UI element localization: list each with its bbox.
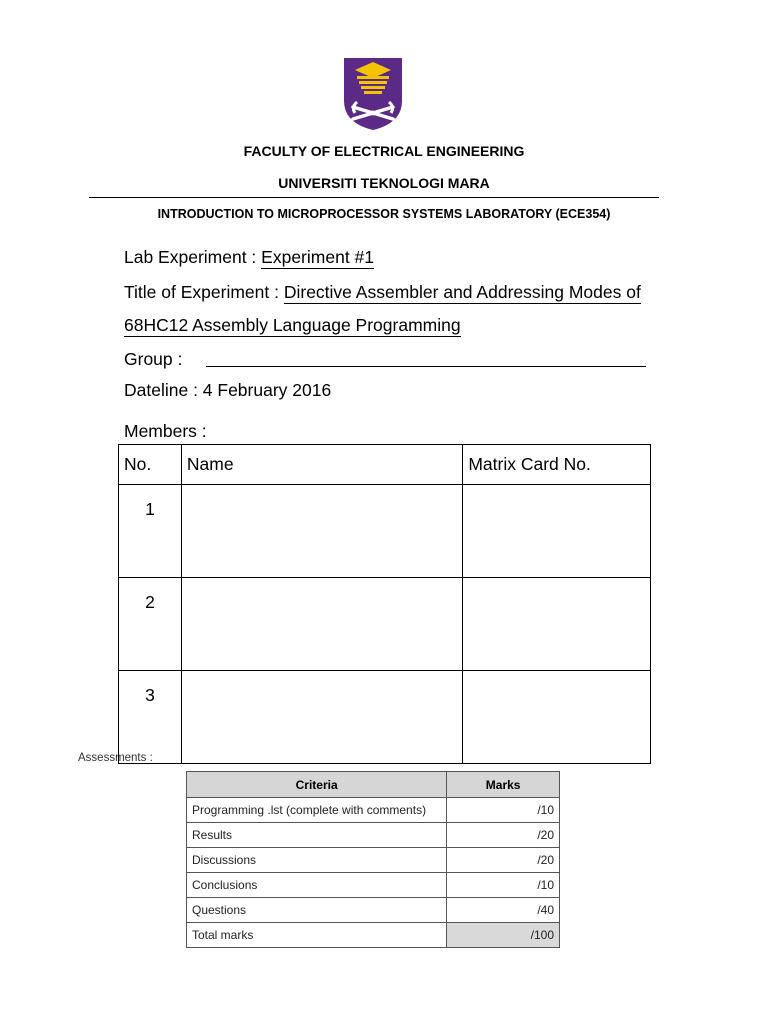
marks-cell: /10 bbox=[447, 798, 560, 823]
marks-cell: /20 bbox=[447, 848, 560, 873]
experiment-line bbox=[124, 247, 374, 268]
marks-cell: /10 bbox=[447, 873, 560, 898]
header-no: No. bbox=[119, 445, 182, 485]
criteria-cell: Programming .lst (complete with comments) bbox=[187, 798, 447, 823]
member-matrix-cell[interactable] bbox=[463, 671, 651, 764]
experiment-label: Lab Experiment : bbox=[124, 247, 257, 267]
members-table bbox=[118, 444, 651, 764]
criteria-cell: Questions bbox=[187, 898, 447, 923]
title-value-line2: 68HC12 Assembly Language Programming bbox=[124, 315, 461, 335]
experiment-value: Experiment #1 bbox=[261, 247, 375, 267]
assessments-table bbox=[186, 771, 560, 948]
title-line bbox=[124, 282, 641, 303]
header-marks: Marks bbox=[447, 772, 560, 798]
title-value-line1: Directive Assembler and Addressing Modes of bbox=[283, 282, 641, 302]
assessments-header-row bbox=[187, 772, 560, 798]
title-label: Title of Experiment : bbox=[124, 282, 279, 302]
header-matrix: Matrix Card No. bbox=[463, 445, 651, 485]
members-label: Members : bbox=[124, 421, 207, 441]
marks-cell: /20 bbox=[447, 823, 560, 848]
member-name-cell[interactable] bbox=[181, 485, 462, 578]
criteria-cell: Results bbox=[187, 823, 447, 848]
group-label: Group : bbox=[124, 349, 183, 369]
marks-cell: /40 bbox=[447, 898, 560, 923]
member-no: 1 bbox=[119, 485, 182, 578]
group-field[interactable] bbox=[206, 366, 646, 367]
table-row bbox=[187, 873, 560, 898]
member-no: 3 bbox=[119, 671, 182, 764]
header-name: Name bbox=[181, 445, 462, 485]
table-row bbox=[187, 823, 560, 848]
member-name-cell[interactable] bbox=[181, 671, 462, 764]
header-divider bbox=[89, 197, 659, 198]
assessments-label: Assessments : bbox=[78, 752, 153, 764]
member-name-cell[interactable] bbox=[181, 578, 462, 671]
member-no: 2 bbox=[119, 578, 182, 671]
criteria-cell: Conclusions bbox=[187, 873, 447, 898]
member-matrix-cell[interactable] bbox=[463, 485, 651, 578]
university-crest-icon bbox=[343, 57, 403, 131]
table-row bbox=[187, 923, 560, 948]
table-header-row bbox=[119, 445, 651, 485]
university-heading: UNIVERSITI TEKNOLOGI MARA bbox=[278, 175, 490, 191]
member-matrix-cell[interactable] bbox=[463, 578, 651, 671]
table-row bbox=[119, 671, 651, 764]
criteria-cell: Discussions bbox=[187, 848, 447, 873]
header-criteria: Criteria bbox=[187, 772, 447, 798]
table-row bbox=[119, 485, 651, 578]
faculty-heading: FACULTY OF ELECTRICAL ENGINEERING bbox=[243, 143, 525, 159]
criteria-cell: Total marks bbox=[187, 923, 447, 948]
table-row bbox=[187, 798, 560, 823]
table-row bbox=[187, 848, 560, 873]
dateline: Dateline : 4 February 2016 bbox=[124, 380, 332, 400]
table-row bbox=[119, 578, 651, 671]
course-title: INTRODUCTION TO MICROPROCESSOR SYSTEMS LABORATORY (ECE354) bbox=[157, 207, 611, 221]
table-row bbox=[187, 898, 560, 923]
total-marks-cell: /100 bbox=[447, 923, 560, 948]
